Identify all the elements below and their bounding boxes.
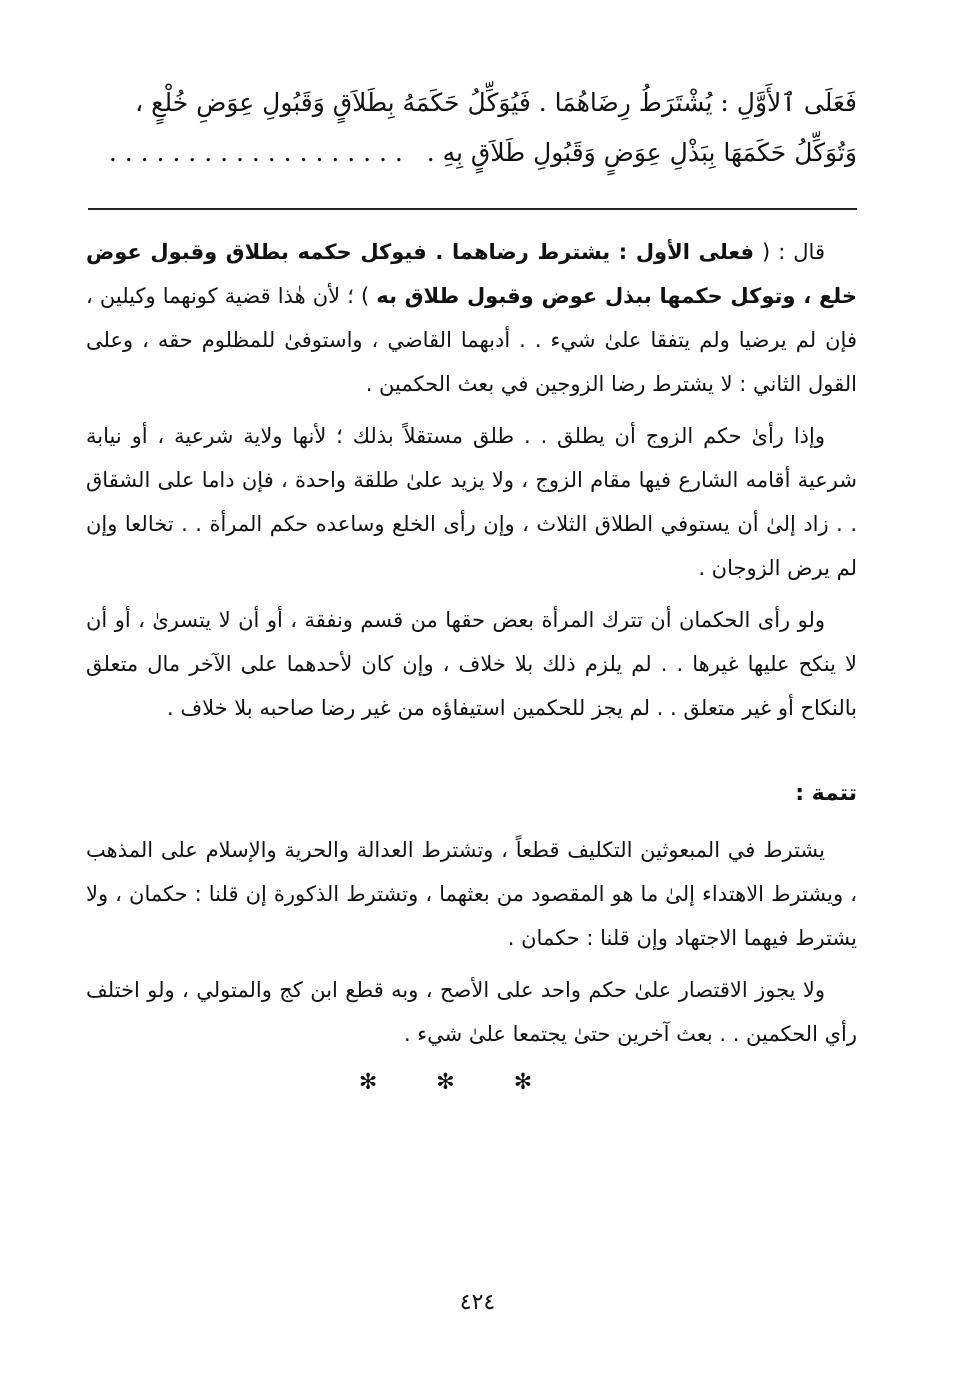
- section-separator-stars: ✻ ✻ ✻: [358, 1070, 559, 1095]
- commentary-paragraph-3: ولو رأى الحكمان أن تترك المرأة بعض حقها من قسم ونفقة ، أو أن لا يتسرىٰ ، أو أن لا ينكح عليها غيرها . . لم يلزم ذلك بلا خلاف ، وإن كان لأحدهما على الآخر مال متعلق بالنكاح أو غير متعلق . . لم يجز للحكمين استيفاؤه من غير رضا صاحبه بلا خلاف .: [86, 608, 857, 720]
- section-heading: تتمة :: [795, 781, 857, 806]
- matn-line-1: فَعَلَى ٱلأَوَّلِ : يُشْتَرَطُ رِضَاهُمَا . فَيُوَكِّلُ حَكَمَهُ بِطَلاَقٍ وَقَبُولِ عِوَضِ خُلْعٍ ،: [135, 88, 857, 117]
- page-number: ٤٢٤: [459, 1290, 496, 1315]
- paragraph-lead: قال : (: [754, 240, 825, 264]
- matn-dots: . . . . . . . . . . . . . . . . . . .: [108, 138, 403, 167]
- matn-line-2-text: وَتُوَكِّلُ حَكَمَهَا بِبَذْلِ عِوَضٍ وَقَبُولِ طَلاَقٍ بِهِ .: [426, 138, 857, 167]
- horizontal-rule: [88, 208, 857, 210]
- commentary-paragraph-1: [86, 230, 857, 406]
- commentary-paragraph-2: وإذا رأىٰ حكم الزوج أن يطلق . . طلق مستقلاً بذلك ؛ لأنها ولاية شرعية ، أو نيابة شرعية أقامه الشارع فيها مقام الزوج ، ولا يزيد علىٰ طلقة واحدة ، فإن داما على الشقاق . . زاد إلىٰ أن يستوفي الطلاق الثلاث ، وإن رأى الخلع وساعده حكم المرأة . . تخالعا وإن لم يرض الزوجان .: [86, 424, 857, 580]
- quoted-matn: فعلى الأول : يشترط رضاهما . فيوكل حكمه بطلاق وقبول عوض خلع ، وتوكل حكمها ببذل عوض وقبول طلاق به: [86, 240, 857, 308]
- paragraph-rest: ) ؛ لأن هٰذا قضية كونهما وكيلين ، فإن لم يرضيا ولم يتفقا علىٰ شيء . . أدبهما القاضي ، واستوفىٰ للمظلوم حقه ، وعلى القول الثاني : لا يشترط رضا الزوجين في بعث الحكمين .: [86, 284, 857, 396]
- matn-text: [88, 78, 857, 178]
- commentary-text: [86, 230, 857, 1095]
- tatimma-paragraph-2: ولا يجوز الاقتصار علىٰ حكم واحد على الأصح ، وبه قطع ابن كج والمتولي ، ولو اختلف رأي الحكمين . . بعث آخرين حتىٰ يجتمعا علىٰ شيء .: [86, 978, 857, 1046]
- matn-line-2: [88, 128, 857, 178]
- tatimma-paragraph-1: يشترط في المبعوثين التكليف قطعاً ، وتشترط العدالة والحرية والإسلام على المذهب ، ويشترط الاهتداء إلىٰ ما هو المقصود من بعثهما ، وتشترط الذكورة إن قلنا : حكمان ، ولا يشترط فيهما الاجتهاد وإن قلنا : حكمان .: [86, 838, 857, 950]
